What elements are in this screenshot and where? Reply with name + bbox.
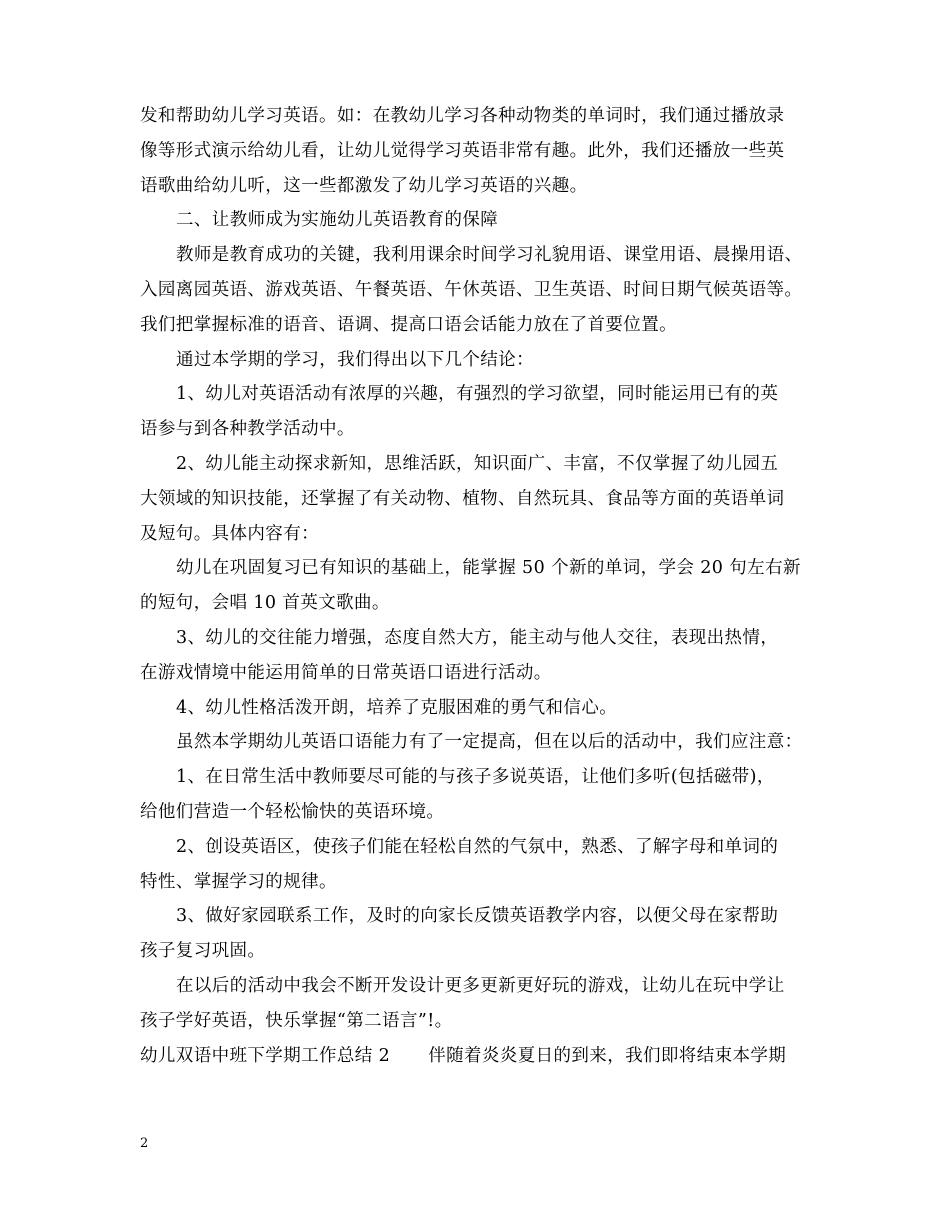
text-line xyxy=(140,1039,820,1074)
paragraph-start: 虽然本学期幼儿英语口语能力有了一定提高，但在以后的活动中，我们应注意： xyxy=(176,732,803,753)
paragraph-start: 幼儿在巩固复习已有知识的基础上，能掌握 50 个新的单词，学会 20 句左右新 xyxy=(176,558,801,579)
text-line: 语参与到各种教学活动中。 xyxy=(140,419,355,440)
section-heading: 二、让教师成为实施幼儿英语教育的保障 xyxy=(176,210,499,231)
list-item: 2、幼儿能主动探求新知，思维活跃，知识面广、丰富，不仅掌握了幼儿园五 xyxy=(176,453,779,474)
text-line: 大领域的知识技能，还掌握了有关动物、植物、自然玩具、食品等方面的英语单词 xyxy=(140,488,785,509)
list-item: 1、在日常生活中教师要尽可能的与孩子多说英语，让他们多听(包括磁带)， xyxy=(176,767,775,788)
text-line: 像等形式演示给幼儿看，让幼儿觉得学习英语非常有趣。此外，我们还播放一些英 xyxy=(140,140,785,161)
list-item: 1、幼儿对英语活动有浓厚的兴趣，有强烈的学习欲望，同时能运用已有的英 xyxy=(176,384,779,405)
paragraph-start: 通过本学期的学习，我们得出以下几个结论： xyxy=(176,349,534,370)
article-intro: 伴随着炎炎夏日的到来，我们即将结束本学期 xyxy=(428,1045,787,1066)
text-line: 特性、掌握学习的规律。 xyxy=(140,871,337,892)
text-line: 入园离园英语、游戏英语、午餐英语、午休英语、卫生英语、时间日期气候英语等。 xyxy=(140,279,803,300)
list-item: 2、创设英语区，使孩子们能在轻松自然的气氛中，熟悉、了解字母和单词的 xyxy=(176,836,779,857)
text-line: 及短句。具体内容有： xyxy=(140,523,319,544)
text-line: 在游戏情境中能运用简单的日常英语口语进行活动。 xyxy=(140,662,552,683)
list-item: 3、做好家园联系工作，及时的向家长反馈英语教学内容，以便父母在家帮助 xyxy=(176,906,779,927)
text-line: 发和帮助幼儿学习英语。如：在教幼儿学习各种动物类的单词时，我们通过播放录 xyxy=(140,106,785,126)
text-line: 给他们营造一个轻松愉快的英语环境。 xyxy=(140,801,445,822)
paragraph-start: 教师是教育成功的关键，我利用课余时间学习礼貌用语、课堂用语、晨操用语、 xyxy=(176,245,803,266)
text-line: 孩子复习巩固。 xyxy=(140,941,266,962)
list-item: 4、幼儿性格活泼开朗，培养了克服困难的勇气和信心。 xyxy=(176,697,618,718)
text-line: 我们把掌握标准的语音、语调、提高口语会话能力放在了首要位置。 xyxy=(140,314,677,335)
page-number: 2 xyxy=(140,1136,149,1151)
text-line: 孩子学好英语，快乐掌握“第二语言”!。 xyxy=(140,1010,453,1031)
body-text xyxy=(140,99,820,1073)
list-item: 3、幼儿的交往能力增强，态度自然大方，能主动与他人交往，表现出热情， xyxy=(176,627,779,648)
text-line: 语歌曲给幼儿听，这一些都激发了幼儿学习英语的兴趣。 xyxy=(140,175,588,196)
text-line: 的短句，会唱 10 首英文歌曲。 xyxy=(140,593,390,614)
article-heading: 幼儿双语中班下学期工作总结 2 xyxy=(140,1045,391,1066)
paragraph-start: 在以后的活动中我会不断开发设计更多更新更好玩的游戏，让幼儿在玩中学让 xyxy=(176,975,785,996)
